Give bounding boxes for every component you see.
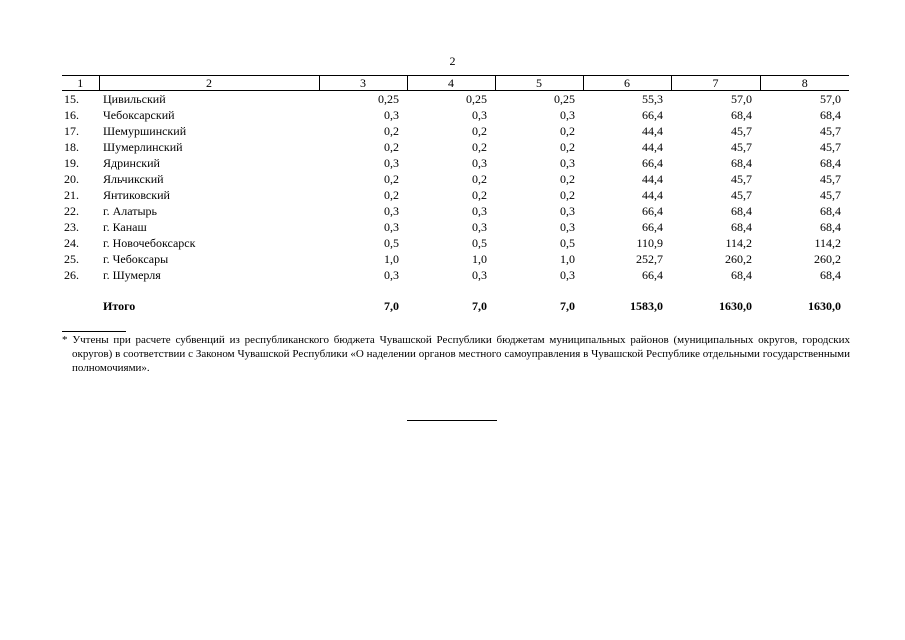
row-number: 21.	[64, 188, 79, 202]
value-cell: 0,3	[472, 204, 487, 218]
value-cell: 0,2	[472, 124, 487, 138]
table-row	[62, 187, 849, 203]
row-number: 23.	[64, 220, 79, 234]
municipality-name: г. Алатырь	[103, 204, 158, 218]
total-value-cell: 1630,0	[719, 299, 752, 313]
value-cell: 44,4	[642, 172, 663, 186]
municipality-name: Яльчикский	[103, 172, 164, 186]
value-cell: 0,3	[384, 108, 399, 122]
value-cell: 0,3	[560, 268, 575, 282]
table-row	[62, 123, 849, 139]
value-cell: 66,4	[642, 156, 663, 170]
table-row	[62, 91, 849, 108]
row-number: 26.	[64, 268, 79, 282]
value-cell: 0,3	[384, 268, 399, 282]
value-cell: 45,7	[731, 124, 752, 138]
municipality-name: Шумерлинский	[103, 140, 183, 154]
row-number: 20.	[64, 172, 79, 186]
end-of-document-rule	[407, 420, 497, 421]
value-cell: 260,2	[725, 252, 752, 266]
total-value-cell: 1583,0	[630, 299, 663, 313]
spacer-cell	[407, 283, 495, 298]
value-cell: 0,3	[472, 268, 487, 282]
table-row	[62, 203, 849, 219]
column-header: 3	[319, 76, 407, 91]
value-cell: 0,3	[560, 220, 575, 234]
municipality-name: г. Канаш	[103, 220, 147, 234]
table-row	[62, 219, 849, 235]
value-cell: 68,4	[820, 220, 841, 234]
value-cell: 44,4	[642, 140, 663, 154]
spacer-cell	[671, 283, 760, 298]
municipality-name: Шемуршинский	[103, 124, 187, 138]
municipality-name: г. Чебоксары	[103, 252, 169, 266]
spacer-row	[62, 283, 849, 298]
total-value-cell: 7,0	[384, 299, 399, 313]
value-cell: 114,2	[725, 236, 752, 250]
value-cell: 68,4	[731, 268, 752, 282]
subvention-table	[62, 75, 849, 314]
value-cell: 45,7	[731, 188, 752, 202]
value-cell: 66,4	[642, 108, 663, 122]
value-cell: 0,3	[560, 204, 575, 218]
total-value-cell: 1630,0	[808, 299, 841, 313]
value-cell: 0,2	[472, 172, 487, 186]
value-cell: 45,7	[820, 172, 841, 186]
footnote: * Учтены при расчете субвенций из республиканского бюджета Чувашской Республики бюджетам муниципальных районов (муниципальных округов, городских округов) в соответствии с Законом Чувашской Республики «О наделении органов местного самоуправления в Чувашской Республике отдельными государственными полномочиями».	[62, 334, 850, 374]
value-cell: 45,7	[820, 124, 841, 138]
spacer-cell	[319, 283, 407, 298]
value-cell: 1,0	[384, 252, 399, 266]
total-value-cell: 7,0	[472, 299, 487, 313]
spacer-cell	[583, 283, 671, 298]
value-cell: 66,4	[642, 204, 663, 218]
spacer-cell	[495, 283, 583, 298]
value-cell: 0,25	[378, 92, 399, 106]
value-cell: 0,2	[560, 188, 575, 202]
total-label: Итого	[103, 299, 136, 313]
value-cell: 45,7	[820, 140, 841, 154]
value-cell: 0,2	[560, 172, 575, 186]
column-header: 4	[407, 76, 495, 91]
row-number: 25.	[64, 252, 79, 266]
municipality-name: Янтиковский	[103, 188, 170, 202]
column-header: 6	[583, 76, 671, 91]
value-cell: 0,3	[384, 204, 399, 218]
value-cell: 68,4	[820, 108, 841, 122]
total-row	[62, 298, 849, 314]
column-header: 7	[671, 76, 760, 91]
value-cell: 45,7	[820, 188, 841, 202]
municipality-name: г. Шумерля	[103, 268, 161, 282]
table-body	[62, 91, 849, 315]
value-cell: 0,3	[472, 108, 487, 122]
page-number: 2	[449, 54, 456, 68]
table-row	[62, 139, 849, 155]
table-row	[62, 155, 849, 171]
value-cell: 0,25	[554, 92, 575, 106]
value-cell: 0,25	[466, 92, 487, 106]
value-cell: 114,2	[814, 236, 841, 250]
value-cell: 45,7	[731, 172, 752, 186]
value-cell: 0,3	[560, 156, 575, 170]
value-cell: 0,2	[560, 124, 575, 138]
value-cell: 57,0	[820, 92, 841, 106]
value-cell: 0,2	[384, 140, 399, 154]
value-cell: 68,4	[731, 204, 752, 218]
value-cell: 0,5	[384, 236, 399, 250]
row-number: 17.	[64, 124, 79, 138]
municipality-name: Цивильский	[103, 92, 166, 106]
column-header: 5	[495, 76, 583, 91]
value-cell: 68,4	[820, 156, 841, 170]
value-cell: 110,9	[636, 236, 663, 250]
value-cell: 0,3	[472, 220, 487, 234]
value-cell: 0,2	[384, 188, 399, 202]
value-cell: 66,4	[642, 220, 663, 234]
row-number: 19.	[64, 156, 79, 170]
row-number: 16.	[64, 108, 79, 122]
value-cell: 252,7	[636, 252, 663, 266]
row-number: 18.	[64, 140, 79, 154]
total-value-cell: 7,0	[560, 299, 575, 313]
value-cell: 1,0	[560, 252, 575, 266]
value-cell: 0,2	[384, 124, 399, 138]
value-cell: 0,3	[384, 220, 399, 234]
value-cell: 0,3	[384, 156, 399, 170]
value-cell: 0,3	[560, 108, 575, 122]
value-cell: 45,7	[731, 140, 752, 154]
table-row	[62, 171, 849, 187]
table-row	[62, 107, 849, 123]
table-row	[62, 235, 849, 251]
spacer-cell	[62, 283, 99, 298]
value-cell: 68,4	[820, 268, 841, 282]
column-header: 2	[99, 76, 319, 91]
value-cell: 55,3	[642, 92, 663, 106]
value-cell: 1,0	[472, 252, 487, 266]
value-cell: 0,2	[384, 172, 399, 186]
value-cell: 260,2	[814, 252, 841, 266]
value-cell: 0,5	[472, 236, 487, 250]
value-cell: 57,0	[731, 92, 752, 106]
table-row	[62, 267, 849, 283]
value-cell: 0,2	[472, 188, 487, 202]
footnote-separator	[62, 331, 126, 332]
value-cell: 0,5	[560, 236, 575, 250]
municipality-name: г. Новочебоксарск	[103, 236, 196, 250]
value-cell: 68,4	[731, 220, 752, 234]
empty-cell	[62, 298, 99, 314]
table-row	[62, 251, 849, 267]
value-cell: 66,4	[642, 268, 663, 282]
value-cell: 44,4	[642, 124, 663, 138]
value-cell: 0,2	[560, 140, 575, 154]
spacer-cell	[760, 283, 849, 298]
column-header: 1	[62, 76, 99, 91]
value-cell: 68,4	[820, 204, 841, 218]
column-header: 8	[760, 76, 849, 91]
row-number: 15.	[64, 92, 79, 106]
row-number: 24.	[64, 236, 79, 250]
municipality-name: Ядринский	[103, 156, 160, 170]
value-cell: 44,4	[642, 188, 663, 202]
value-cell: 0,3	[472, 156, 487, 170]
spacer-cell	[99, 283, 319, 298]
value-cell: 68,4	[731, 108, 752, 122]
header-row	[62, 76, 849, 91]
value-cell: 0,2	[472, 140, 487, 154]
row-number: 22.	[64, 204, 79, 218]
value-cell: 68,4	[731, 156, 752, 170]
municipality-name: Чебоксарский	[103, 108, 175, 122]
